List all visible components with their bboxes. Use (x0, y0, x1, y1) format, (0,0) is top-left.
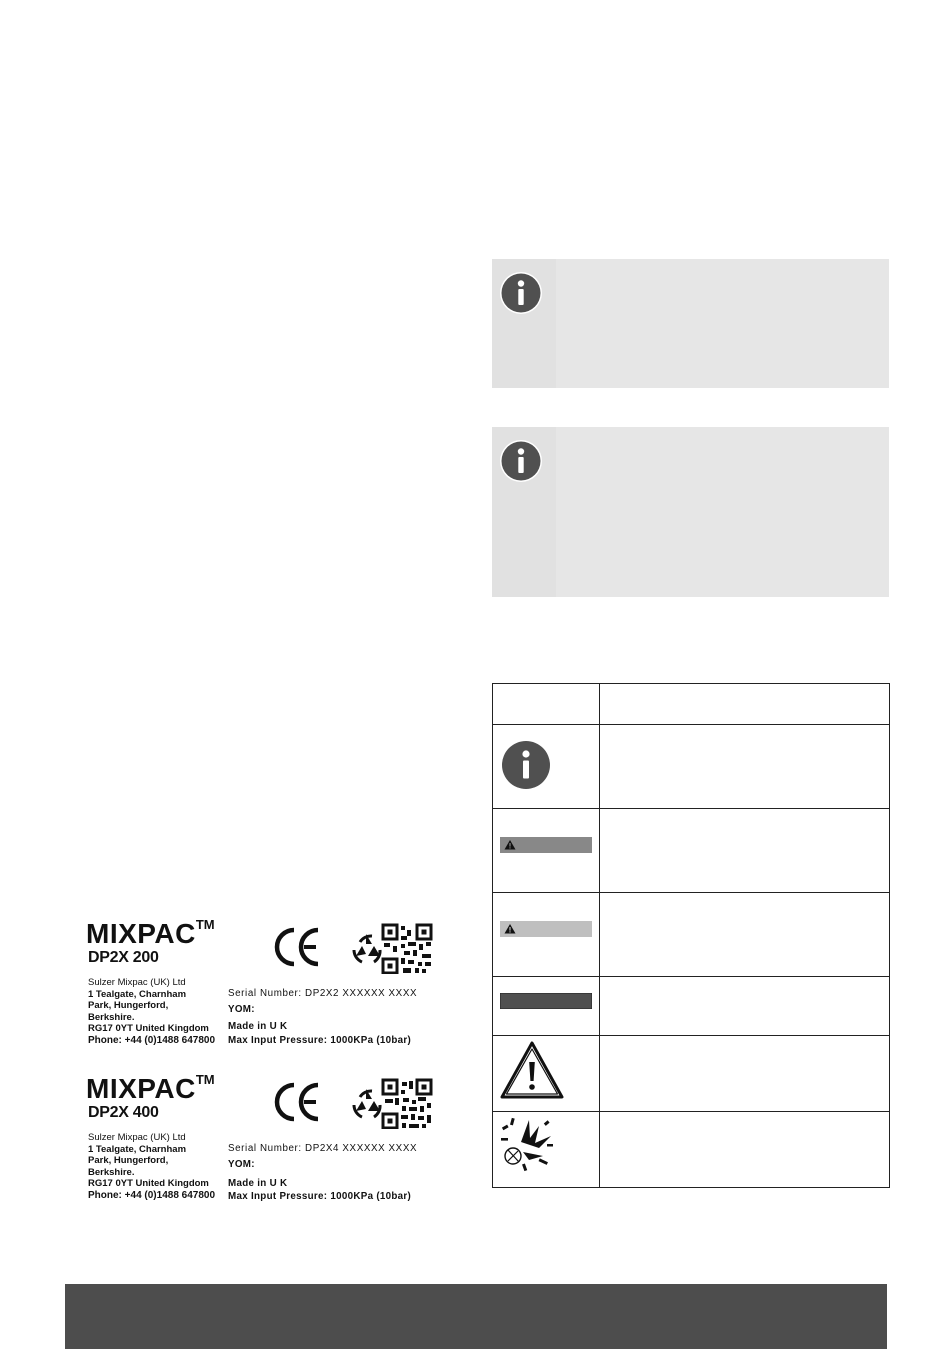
recycle-icon (354, 934, 380, 962)
serial-number: Serial Number: DP2X2 XXXXXX XXXX (228, 988, 418, 999)
max-input-pressure: Max Input Pressure: 1000KPa (10bar) (228, 1035, 412, 1046)
warning-triangle-icon (499, 1040, 565, 1100)
label-marks (274, 922, 434, 974)
explosion-hazard-icon (499, 1116, 555, 1174)
model-name: DP2X 200 (88, 949, 159, 966)
recycle-icon (354, 1089, 380, 1117)
notice-signal-word-icon (500, 993, 592, 1009)
symbols-table (492, 683, 890, 1188)
info-circle-icon (499, 439, 543, 483)
ce-mark-icon (277, 930, 318, 964)
max-input-pressure: Max Input Pressure: 1000KPa (10bar) (228, 1191, 412, 1202)
info-circle-icon (501, 740, 551, 790)
mixpac-logo: MIXPAC™ (86, 1071, 215, 1104)
info-note-1 (492, 259, 889, 388)
product-label-dp2x-200 (86, 918, 446, 1058)
label-marks (274, 1077, 434, 1129)
danger-signal-word-icon (500, 837, 592, 853)
qr-code-icon (382, 924, 432, 974)
qr-code-icon (382, 1079, 432, 1129)
product-label-dp2x-400 (86, 1073, 446, 1213)
model-name: DP2X 400 (88, 1104, 159, 1121)
mixpac-logo: MIXPAC™ (86, 916, 215, 949)
ce-mark-icon (277, 1085, 318, 1119)
made-in: Made in U K (228, 1021, 288, 1032)
serial-number: Serial Number: DP2X4 XXXXXX XXXX (228, 1143, 418, 1154)
page-footer-bar (65, 1284, 887, 1349)
year-of-manufacture: YOM: (228, 1159, 255, 1170)
manufacturer-address: Sulzer Mixpac (UK) Ltd 1 Tealgate, Charnham Park, Hungerford, Berkshire. RG17 0YT United Kingdom Phone: +44 (0)1488 647800 (88, 1132, 216, 1201)
year-of-manufacture: YOM: (228, 1004, 255, 1015)
phone-number: Phone: +44 (0)1488 647800 (88, 1034, 216, 1046)
caution-signal-word-icon (500, 921, 592, 937)
phone-number: Phone: +44 (0)1488 647800 (88, 1189, 216, 1201)
made-in: Made in U K (228, 1178, 288, 1189)
info-circle-icon (499, 271, 543, 315)
manufacturer-address: Sulzer Mixpac (UK) Ltd 1 Tealgate, Charnham Park, Hungerford, Berkshire. RG17 0YT United Kingdom Phone: +44 (0)1488 647800 (88, 977, 216, 1046)
info-note-2 (492, 427, 889, 597)
